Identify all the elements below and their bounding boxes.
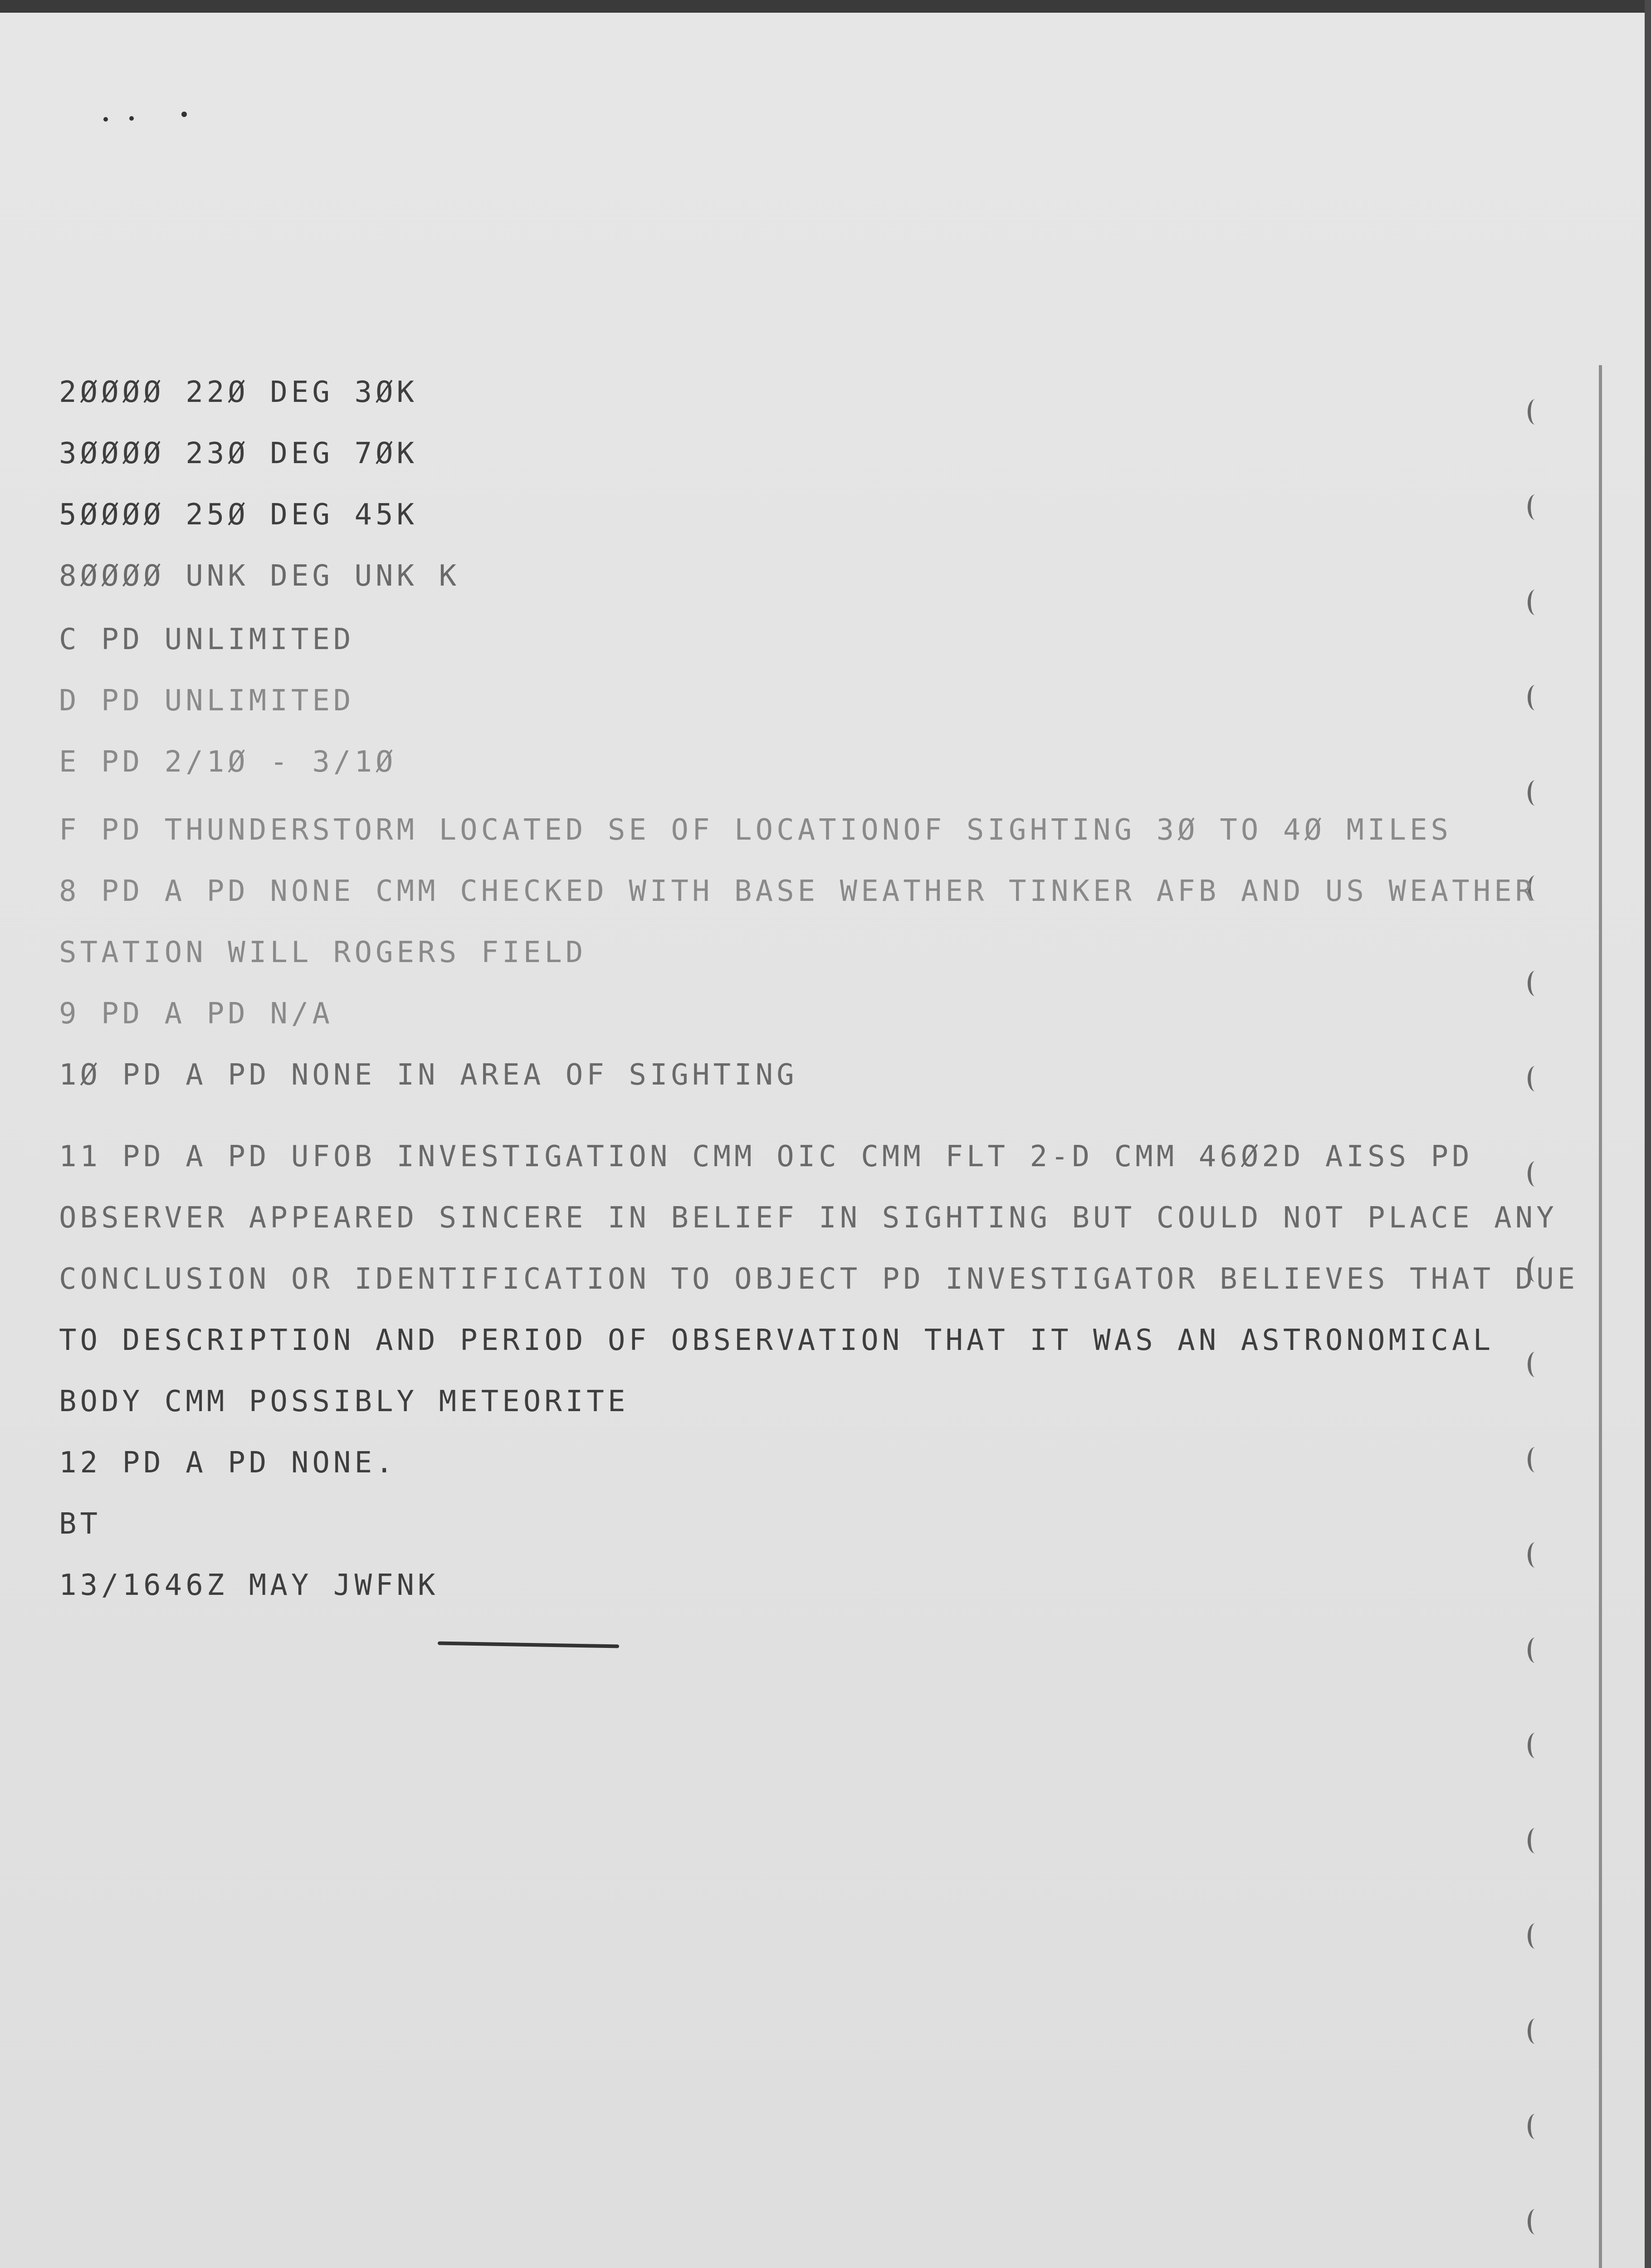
- message-line: 8 PD A PD NONE CMM CHECKED WITH BASE WEATHER TINKER AFB AND US WEATHER: [59, 875, 1537, 908]
- message-line: 1Ø PD A PD NONE IN AREA OF SIGHTING: [59, 1058, 798, 1092]
- speck: [181, 112, 187, 117]
- message-line: E PD 2/1Ø - 3/1Ø: [59, 745, 397, 779]
- page-top-edge: [0, 0, 1651, 13]
- message-line: F PD THUNDERSTORM LOCATED SE OF LOCATIONOF SIGHTING 3Ø TO 4Ø MILES: [59, 813, 1452, 847]
- margin-tick: [1528, 780, 1543, 806]
- margin-tick: [1528, 2114, 1543, 2139]
- message-line: 3ØØØØ 23Ø DEG 7ØK: [59, 437, 418, 470]
- margin-rule: [1599, 365, 1602, 2268]
- margin-tick: [1528, 1161, 1543, 1187]
- margin-tick: [1528, 1828, 1543, 1853]
- margin-tick: [1528, 2019, 1543, 2044]
- message-line: 9 PD A PD N/A: [59, 997, 333, 1031]
- margin-tick: [1528, 399, 1543, 425]
- message-line: 11 PD A PD UFOB INVESTIGATION CMM OIC CMM FLT 2-D CMM 46Ø2D AISS PD: [59, 1140, 1473, 1173]
- speck: [103, 117, 108, 122]
- message-line: D PD UNLIMITED: [59, 684, 355, 718]
- margin-tick: [1528, 1542, 1543, 1568]
- message-line: CONCLUSION OR IDENTIFICATION TO OBJECT PD INVESTIGATOR BELIEVES THAT DUE: [59, 1262, 1579, 1296]
- margin-tick: [1528, 1066, 1543, 1091]
- margin-tick: [1528, 685, 1543, 710]
- margin-tick: [1528, 1733, 1543, 1758]
- margin-tick: [1528, 590, 1543, 615]
- margin-tick: [1528, 971, 1543, 996]
- message-line: TO DESCRIPTION AND PERIOD OF OBSERVATION THAT IT WAS AN ASTRONOMICAL: [59, 1324, 1495, 1357]
- page-right-edge: [1645, 0, 1651, 2268]
- message-line: OBSERVER APPEARED SINCERE IN BELIEF IN SIGHTING BUT COULD NOT PLACE ANY: [59, 1201, 1558, 1235]
- message-line: 13/1646Z MAY JWFNK: [59, 1569, 439, 1602]
- message-line: STATION WILL ROGERS FIELD: [59, 936, 587, 969]
- margin-tick: [1528, 494, 1543, 520]
- message-line: 8ØØØØ UNK DEG UNK K: [59, 559, 460, 593]
- margin-tick: [1528, 1637, 1543, 1663]
- margin-tick: [1528, 1352, 1543, 1377]
- speck: [129, 116, 134, 121]
- margin-tick: [1528, 1923, 1543, 1949]
- message-line: C PD UNLIMITED: [59, 623, 355, 656]
- message-line: BT: [59, 1507, 102, 1541]
- pen-stroke: [438, 1642, 619, 1648]
- message-line: 5ØØØØ 25Ø DEG 45K: [59, 498, 418, 532]
- message-line: 12 PD A PD NONE.: [59, 1446, 397, 1480]
- margin-tick: [1528, 2209, 1543, 2234]
- message-line: BODY CMM POSSIBLY METEORITE: [59, 1385, 629, 1418]
- margin-tick: [1528, 1447, 1543, 1472]
- message-line: 2ØØØØ 22Ø DEG 3ØK: [59, 376, 418, 409]
